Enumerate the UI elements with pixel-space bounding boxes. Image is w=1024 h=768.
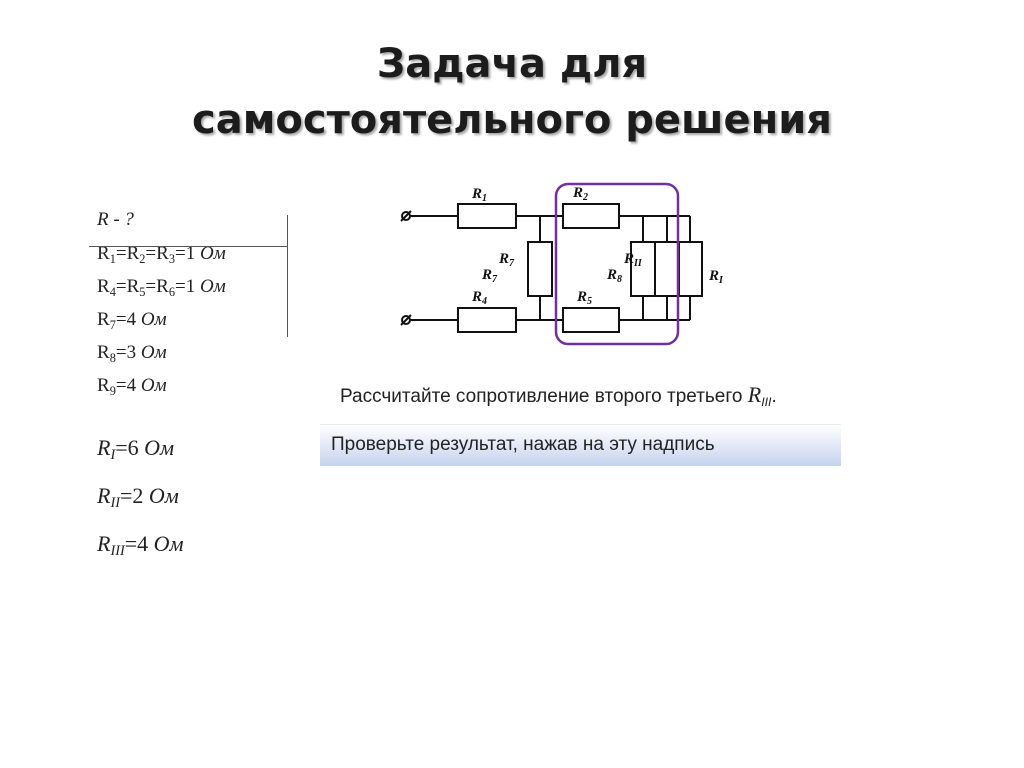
terminal-top-icon <box>401 211 458 221</box>
given-line-3: $R_7=4$ Ом <box>97 309 167 332</box>
label-rii: $R_{II}$ <box>624 251 642 269</box>
task-suffix: . <box>771 386 777 407</box>
check-result-label: Проверьте результат, нажав на эту надпись <box>331 434 715 455</box>
label-r7b: $R_7$ <box>482 267 498 285</box>
answer-r3: $R_{III}=4$ Ом <box>97 531 184 559</box>
given-line-5: $R_9=4$ Ом <box>97 375 167 398</box>
given-line-2: $R_4=R_5=R_6=1$ Ом <box>97 276 226 299</box>
resistor-r8 <box>631 242 655 296</box>
task-text-body: Рассчитайте сопротивление второго третьего <box>340 386 748 407</box>
unknown-label: R - ? <box>97 209 134 230</box>
resistor-r1-top <box>458 204 516 228</box>
resistor-r5 <box>563 308 619 332</box>
resistor-rii <box>655 242 679 296</box>
label-r8: $R_8$ <box>607 267 623 285</box>
given-line-4: $R_8=3$ Ом <box>97 342 167 365</box>
resistor-r1-right <box>678 242 702 296</box>
label-r2: $R_2$ <box>573 185 589 203</box>
task-symbol: R <box>747 382 762 407</box>
given-line-1: $R_1=R_2=R_3=1$ Ом <box>97 243 226 266</box>
label-r1-right: $R_I$ <box>709 268 723 286</box>
label-r1-top: $R_1$ <box>472 186 488 204</box>
resistor-r2 <box>563 204 619 228</box>
label-r7a: $R_7$ <box>499 251 515 269</box>
answer-r2: $R_{II}=2$ Ом <box>97 483 179 511</box>
answer-r1: $R_I=6$ Ом <box>97 435 175 463</box>
task-symbol-sub: III <box>761 395 772 409</box>
terminal-bottom-icon <box>401 315 458 325</box>
slide-title-line1: Задача для <box>376 41 648 87</box>
label-r5: $R_5$ <box>577 289 593 307</box>
resistor-r4 <box>458 308 516 332</box>
label-r4: $R_4$ <box>472 289 488 307</box>
resistor-r7 <box>528 242 552 296</box>
slide-title-line2: самостоятельного решения <box>192 97 832 143</box>
